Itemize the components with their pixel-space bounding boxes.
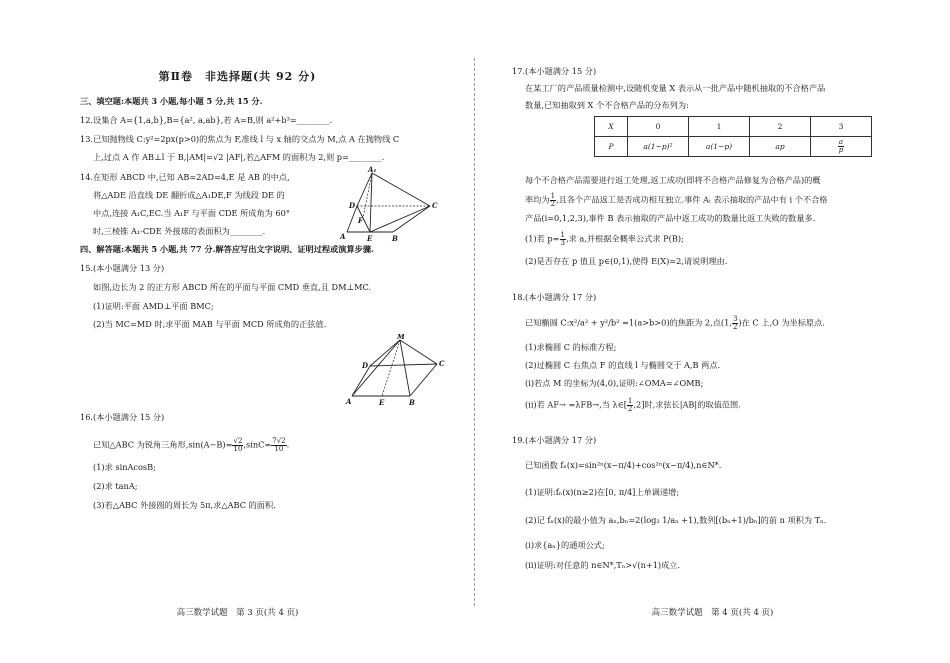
question-17-line-2: 数量,已知抽取到 X 个不合格产品的分布列为: xyxy=(525,100,689,110)
question-14-line-1: 14.在矩形 ABCD 中,已知 AB=2AD=4,E 是 AB 的中点, xyxy=(80,172,290,182)
table-cell: 2 xyxy=(750,117,811,137)
fig14-label-a1: A₁ xyxy=(368,166,377,174)
section-title: 第Ⅱ卷 非选择题(共 92 分) xyxy=(158,70,317,83)
question-15-header: 15.(本小题满分 13 分) xyxy=(80,263,165,273)
page-footer-right: 高三数学试题 第 4 页(共 4 页) xyxy=(651,608,774,618)
fig15-label-c: C xyxy=(439,359,445,368)
q16-stem-mid: ,sinC= xyxy=(243,439,272,450)
table-fraction: $\frac{a}{p}$ xyxy=(838,138,844,154)
question-18-part-2-i: (ⅰ)若点 M 的坐标为(4,0),证明:∠OMA=∠OMB; xyxy=(525,378,704,388)
table-row xyxy=(595,117,872,137)
question-17-part-2: (2)是否存在 p 值且 p∈(0,1),使得 E(X)=2,请说明理由. xyxy=(525,256,728,266)
table-cell: 1 xyxy=(689,117,750,137)
table-cell: ap xyxy=(750,137,811,157)
figure-q15 xyxy=(340,334,450,406)
table-row xyxy=(595,137,872,157)
question-17-header: 17.(本小题满分 15 分) xyxy=(512,66,597,76)
question-17-line-1: 在某工厂的产品质量检测中,设随机变量 X 表示从一批产品中随机抽取的不合格产品 xyxy=(525,83,826,93)
distribution-table xyxy=(594,116,872,157)
question-15-part-2: (2)当 MC=MD 时,求平面 MAB 与平面 MCD 所成角的正弦值. xyxy=(93,319,327,329)
q16-stem-pre: 已知△ABC 为锐角三角形,sin(A−B)= xyxy=(93,439,233,450)
fig15-label-m: M xyxy=(397,334,405,341)
q16-fraction-1: $\frac{√2}{10}$ xyxy=(233,437,243,453)
table-cell: X xyxy=(595,117,628,137)
q18-ii-post: ,2]时,求弦长|AB|的取值范围. xyxy=(633,399,741,410)
q17-line4-pre: 率均为 xyxy=(525,194,550,205)
table-cell: 0 xyxy=(628,117,689,137)
table-cell: 3 xyxy=(811,117,872,137)
question-15-part-1: (1)证明:平面 AMD⊥平面 BMC; xyxy=(93,301,214,311)
q18-stem-post: )在 C 上,O 为坐标原点. xyxy=(738,317,825,328)
question-19-part-2-i: (ⅰ)求{aₙ}的通项公式; xyxy=(525,540,605,550)
question-16-stem xyxy=(93,438,289,453)
table-cell xyxy=(811,137,872,157)
question-19-part-2: (2)记 fₙ(x)的最小值为 aₙ,bₙ=2(log₂ 1/aₙ +1),数列[(bₙ+1)/bₙ]的前 n 项积为 Tₙ. xyxy=(525,515,827,525)
question-15-stem: 如图,边长为 2 的正方形 ABCD 所在的平面与平面 CMD 垂直,且 DM⊥MC. xyxy=(93,282,372,292)
fig14-label-b: B xyxy=(392,234,398,243)
question-19-part-2-ii: (ⅱ)证明:对任意的 n∈N*,Tₙ>√(n+1)成立. xyxy=(525,560,681,570)
q18-stem-pre: 已知椭圆 C:x²/a² + y²/b² =1(a>b>0)的焦距为 2,点(1, xyxy=(525,317,732,328)
q17-fraction-third: $\frac{1}{3}$ xyxy=(560,231,565,247)
fig14-label-a: A xyxy=(340,232,346,241)
fig14-label-c: C xyxy=(432,201,438,210)
question-14-line-2: 将△ADE 沿直线 DE 翻折成△A₁DE,F 为线段 DE 的 xyxy=(93,190,285,200)
question-16-header: 16.(本小题满分 15 分) xyxy=(80,412,165,422)
figure-q14 xyxy=(335,166,450,251)
question-18-part-1: (1)求椭圆 C 的标准方程; xyxy=(525,342,617,352)
question-19-part-1: (1)证明:fₙ(x)(n≥2)在[0, π/4]上单调递增; xyxy=(525,487,680,497)
question-14-line-3: 中点,连接 A₁C,EC.当 A₁F 与平面 CDE 所成角为 60° xyxy=(93,208,290,218)
q18-fraction-half: $\frac{1}{2}$ xyxy=(627,397,633,413)
question-19-header: 19.(本小题满分 17 分) xyxy=(512,435,597,445)
solution-heading: 四、解答题:本题共 5 小题,共 77 分.解答应写出文字说明、证明过程或演算步骤. xyxy=(80,244,374,254)
right-page xyxy=(475,0,950,663)
question-13-line-2: 上,过点 A 作 AB⊥l 于 B,|AM|=√2 |AF|,若△AFM 的面积为 2,则 p=________. xyxy=(93,152,385,162)
fill-blank-heading: 三、填空题:本题共 3 小题,每小题 5 分,共 15 分. xyxy=(80,96,263,106)
q17-part1-post: ,求 a,并根据全概率公式求 P(B); xyxy=(565,233,684,244)
question-17-line-3: 每个不合格产品需要进行返工处理,返工成功(即将不合格产品修复为合格产品)的概 xyxy=(525,175,821,185)
fig15-label-d: D xyxy=(362,361,369,370)
fig15-label-a: A xyxy=(346,397,352,406)
question-12: 12.设集合 A={1,a,b},B={a², a,ab},若 A=B,则 a²+b³=________. xyxy=(80,115,333,125)
question-18-part-2: (2)过椭圆 C 右焦点 F 的直线 l 与椭圆交于 A,B 两点. xyxy=(525,360,721,370)
table-cell: P xyxy=(595,137,628,157)
fig14-label-f: F xyxy=(358,216,363,225)
question-17-line-5: 产品(i=0,1,2,3),事件 B 表示抽取的产品中返工成功的数量比返工失败的数量多. xyxy=(525,213,816,223)
table-cell: a(1−p) xyxy=(689,137,750,157)
fig15-label-e: E xyxy=(379,398,385,406)
fig14-label-e: E xyxy=(367,234,373,243)
question-13-line-1: 13.已知抛物线 C:y²=2px(p>0)的焦点为 F,准线 l 与 x 轴的交点为 M,点 A 在抛物线 C xyxy=(80,134,400,144)
question-16-part-3: (3)若△ABC 外接圆的周长为 5π,求△ABC 的面积. xyxy=(93,500,276,510)
q17-fraction-half: $\frac{1}{2}$ xyxy=(550,192,556,208)
question-14-line-4: 时,三棱锥 A₁-CDE 外接球的表面积为________. xyxy=(93,226,266,236)
fig14-label-d: D xyxy=(349,201,356,210)
question-16-part-2: (2)求 tanA; xyxy=(93,481,138,491)
fig15-label-b: B xyxy=(409,398,415,406)
table-cell: a(1−p)² xyxy=(628,137,689,157)
question-19-stem: 已知函数 fₙ(x)=sin²ⁿ(x−π/4)+cos²ⁿ(x−π/4),n∈N*. xyxy=(525,460,722,470)
q16-stem-end: . xyxy=(286,439,290,450)
question-18-header: 18.(本小题满分 17 分) xyxy=(512,292,597,302)
q17-part1-pre: (1)若 p= xyxy=(525,233,560,244)
q17-line4-post: ,且各个产品返工是否成功相互独立.事件 Aᵢ 表示抽取的产品中有 i 个不合格 xyxy=(556,194,828,205)
q18-fraction-3-2: $\frac{3}{2}$ xyxy=(732,315,738,331)
q18-ii-pre: (ⅱ)若 AF→ =λFB→,当 λ∈[ xyxy=(525,399,627,410)
q16-fraction-2: $\frac{7√2}{10}$ xyxy=(272,437,286,453)
page-footer-left: 高三数学试题 第 3 页(共 4 页) xyxy=(176,608,299,618)
question-16-part-1: (1)求 sinAcosB; xyxy=(93,462,156,472)
